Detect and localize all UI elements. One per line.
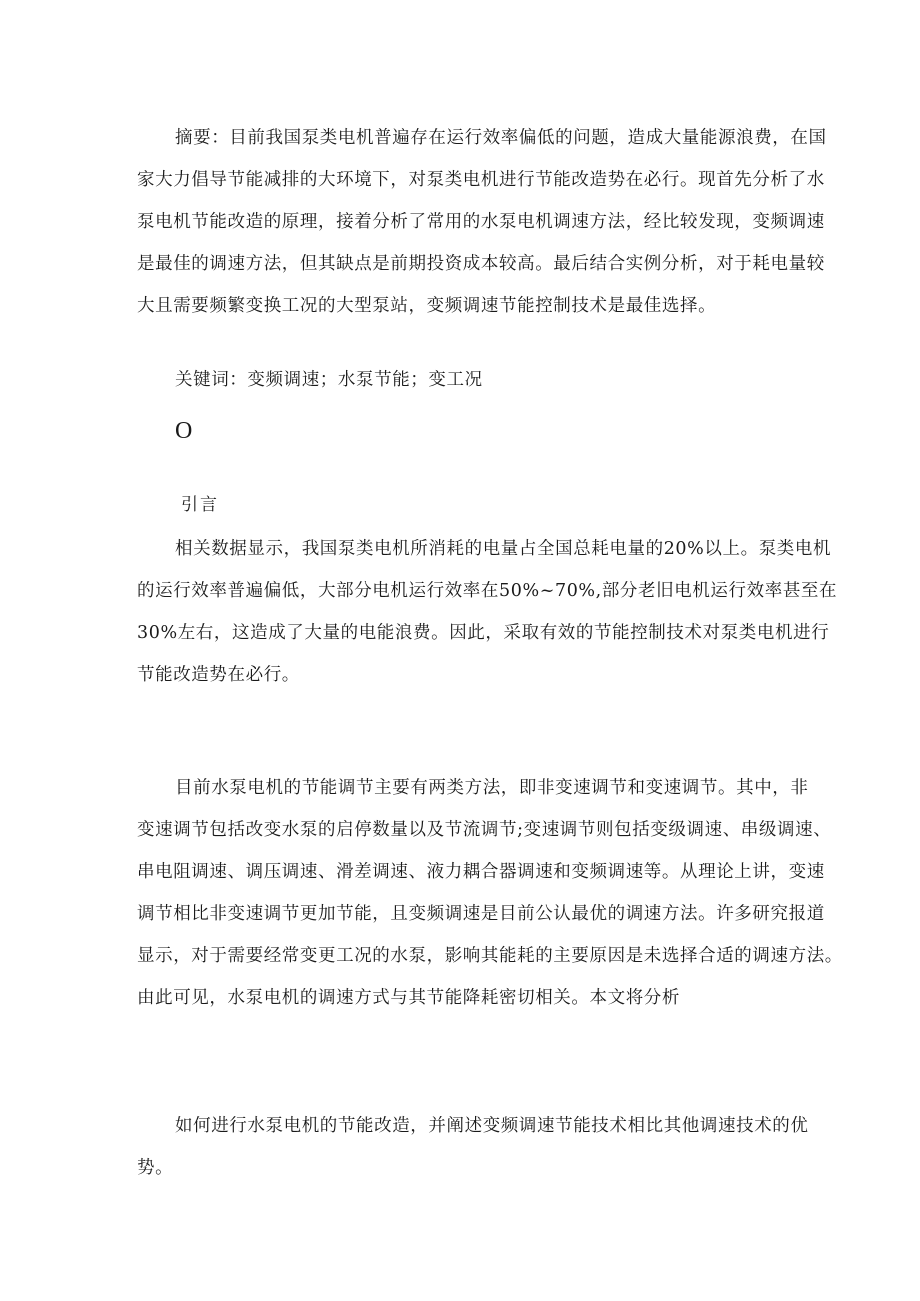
paragraph-line: 势。	[137, 1158, 174, 1178]
abstract-line: 摘要：目前我国泵类电机普遍存在运行效率偏低的问题，造成大量能源浪费，在国	[175, 128, 827, 148]
abstract-paragraph	[137, 128, 827, 340]
section-marker: O	[175, 418, 193, 444]
abstract-line: 泵电机节能改造的原理，接着分析了常用的水泵电机调速方法，经比较发现，变频调速	[137, 212, 825, 232]
paragraph-line: 串电阻调速、调压调速、滑差调速、液力耦合器调速和变频调速等。从理论上讲，变速	[137, 862, 825, 882]
section-heading: 引言	[181, 495, 219, 515]
abstract-line: 家大力倡导节能减排的大环境下，对泵类电机进行节能改造势在必行。现首先分析了水	[137, 170, 825, 190]
paragraph-line: 调节相比非变速调节更加节能，且变频调速是目前公认最优的调速方法。许多研究报道	[137, 904, 825, 924]
paragraph-line: 由此可见，水泵电机的调速方式与其节能降耗密切相关。本文将分析	[137, 988, 680, 1008]
paragraph-line: 目前水泵电机的节能调节主要有两类方法，即非变速调节和变速调节。其中，非	[175, 778, 809, 798]
keywords-paragraph	[137, 372, 787, 414]
paragraph-line: 30%左右，这造成了大量的电能浪费。因此，采取有效的节能控制技术对泵类电机进行	[137, 623, 830, 643]
paragraph-line: 节能改造势在必行。	[137, 665, 300, 685]
paragraph-line: 如何进行水泵电机的节能改造，并阐述变频调速节能技术相比其他调速技术的优	[175, 1116, 809, 1136]
intro-paragraph-3	[137, 1116, 809, 1202]
abstract-line: 是最佳的调速方法，但其缺点是前期投资成本较高。最后结合实例分析，对于耗电量较	[137, 254, 825, 274]
intro-paragraph-1	[137, 539, 838, 709]
paragraph-line: 显示，对于需要经常变更工况的水泵，影响其能耗的主要原因是未选择合适的调速方法。	[137, 946, 843, 966]
paragraph-line: 相关数据显示，我国泵类电机所消耗的电量占全国总耗电量的20%以上。泵类电机	[175, 539, 832, 559]
keywords-line: 关键词：变频调速；水泵节能；变工况	[175, 370, 483, 390]
paragraph-line: 的运行效率普遍偏低，大部分电机运行效率在50%~70%,部分老旧电机运行效率甚至在	[137, 581, 838, 601]
abstract-line: 大且需要频繁变换工况的大型泵站，变频调速节能控制技术是最佳选择。	[137, 296, 717, 316]
paragraph-line: 变速调节包括改变水泵的启停数量以及节流调节;变速调节则包括变级调速、串级调速、	[137, 820, 832, 840]
intro-paragraph-2	[137, 778, 843, 1032]
